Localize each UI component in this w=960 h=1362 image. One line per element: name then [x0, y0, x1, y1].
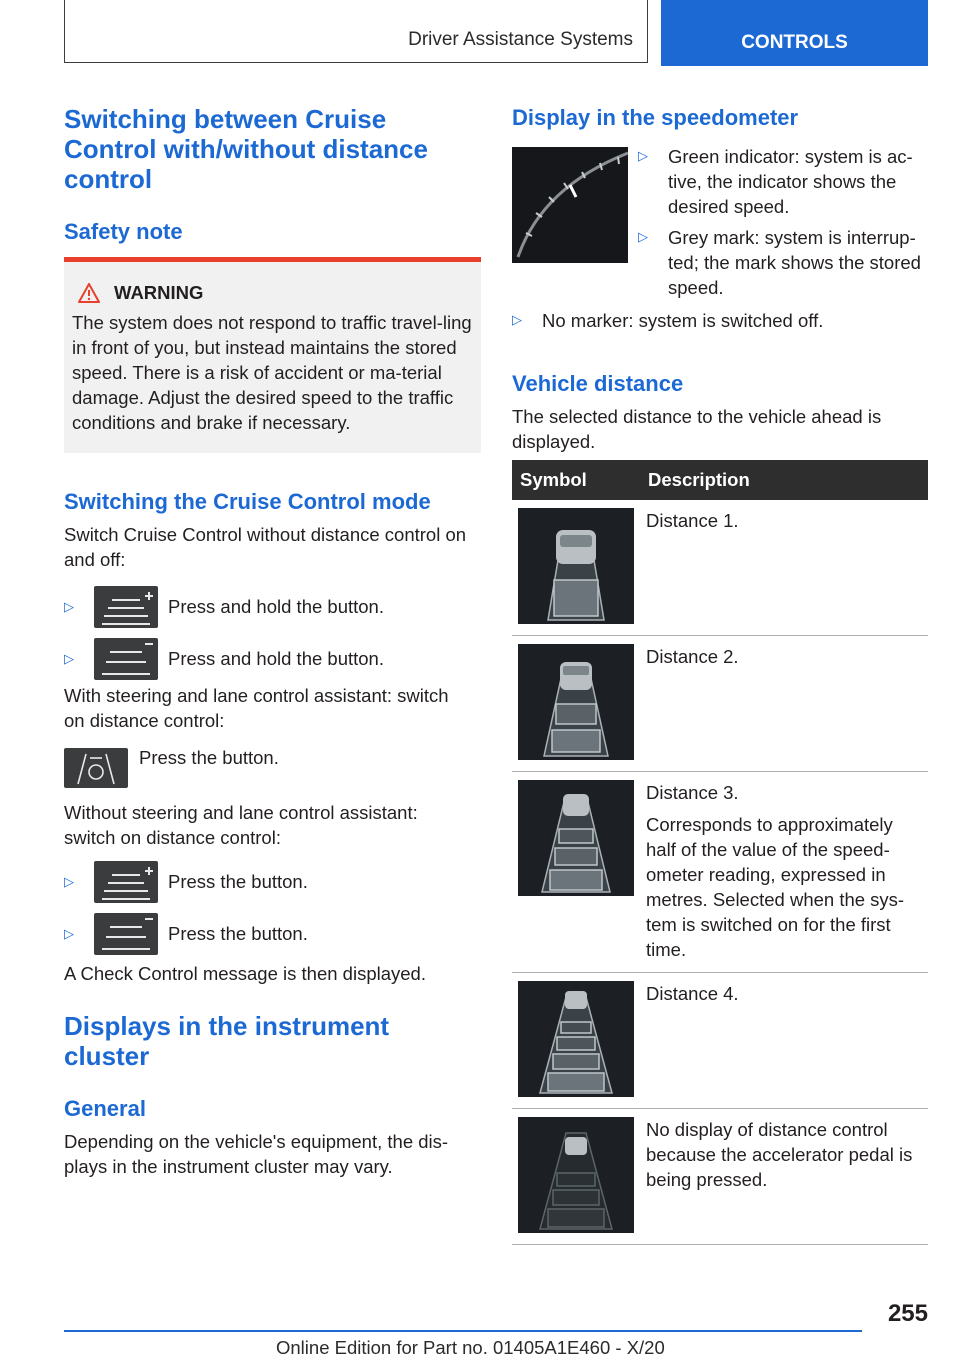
warning-label: WARNING — [114, 282, 204, 303]
table-row — [512, 1108, 928, 1244]
general-text: Depending on the vehicle's equipment, the dis-plays in the instrument cluster may vary. — [64, 1131, 449, 1177]
distance-1-image — [518, 508, 634, 624]
description-text: Distance 3. — [646, 781, 739, 803]
without-steering-text: Without steering and lane control assistant: switch on distance control: — [64, 802, 418, 848]
description-cell — [640, 635, 928, 771]
distance-table — [512, 460, 928, 1245]
button-row-3-label: Press the button. — [168, 871, 308, 892]
cruise-distance-minus-icon — [94, 913, 158, 955]
cruise-distance-plus-icon — [94, 861, 158, 903]
table-header-row — [512, 460, 928, 500]
table-row — [512, 500, 928, 635]
speedometer-image — [512, 147, 628, 263]
symbol-cell — [512, 972, 640, 1108]
bullet-icon: ▷ — [512, 312, 522, 327]
cruise-distance-plus-icon — [94, 586, 158, 628]
symbol-cell — [512, 771, 640, 972]
bullet-text: No marker: system is switched off. — [542, 310, 824, 331]
button-row-4-label: Press the button. — [168, 923, 308, 944]
table-row — [512, 771, 928, 972]
table-row — [512, 635, 928, 771]
bullet-icon: ▷ — [64, 599, 74, 614]
distance-4-image — [518, 981, 634, 1097]
symbol-cell — [512, 635, 640, 771]
column-header-description: Description — [640, 460, 928, 500]
warning-text: The system does not respond to traffic travel-ling in front of you, but instead maintains the stored speed. There is a risk of accident or ma-terial damage. Adjust the desired speed to the traffic conditions and brake if necessary. — [72, 312, 472, 433]
vehicle-distance-heading: Vehicle distance — [512, 371, 684, 396]
displays-heading: Displays in the instrument cluster — [64, 1011, 390, 1071]
cruise-distance-minus-icon — [94, 638, 158, 680]
steering-button-row — [64, 748, 279, 788]
bullet-text: Green indicator: system is ac-tive, the indicator shows the desired speed. — [668, 146, 913, 217]
speedometer-bullet-list — [638, 144, 928, 300]
button-row-1 — [64, 586, 384, 628]
header-section-title: Driver Assistance Systems — [408, 29, 633, 50]
vehicle-distance-intro: The selected distance to the vehicle ahead is displayed. — [512, 406, 882, 452]
mode-intro: Switch Cruise Control without distance control on and off: — [64, 524, 467, 570]
bullet-icon: ▷ — [64, 874, 74, 889]
page-number: 255 — [887, 1300, 928, 1327]
header-chapter-tab: CONTROLS — [661, 0, 928, 66]
description-text: Distance 4. — [646, 982, 739, 1004]
description-text: Distance 1. — [646, 510, 739, 531]
mode-heading: Switching the Cruise Control mode — [64, 489, 431, 514]
column-header-symbol: Symbol — [512, 460, 640, 500]
footer-edition: Online Edition for Part no. 01405A1E460 - X/20 — [276, 1337, 665, 1358]
description-cell — [640, 972, 928, 1108]
bullet-icon: ▷ — [64, 651, 74, 666]
general-heading: General — [64, 1096, 146, 1121]
distance-pedal-image — [518, 1117, 634, 1233]
steering-assist-icon — [64, 748, 128, 788]
footer-divider — [64, 1330, 862, 1332]
description-extra-text: Corresponds to approximately half of the value of the speed-ometer reading, expressed in metres. Selected when the sys-tem is switched on for the first time. — [646, 813, 905, 960]
description-cell — [640, 1108, 928, 1244]
button-row-4 — [64, 913, 308, 955]
description-cell — [640, 771, 928, 972]
warning-triangle-icon — [78, 283, 100, 303]
check-control-text: A Check Control message is then displayed. — [64, 963, 426, 984]
distance-2-image — [518, 644, 634, 760]
header-frame — [64, 0, 648, 63]
speedometer-bullet-1 — [638, 144, 928, 219]
button-row-3 — [64, 861, 308, 903]
description-text: No display of distance control because the accelerator pedal is being pressed. — [646, 1118, 913, 1190]
bullet-icon: ▷ — [638, 229, 648, 244]
distance-3-image — [518, 780, 634, 896]
symbol-cell — [512, 1108, 640, 1244]
bullet-text: Grey mark: system is interrup-ted; the mark shows the stored speed. — [668, 227, 921, 298]
warning-header — [78, 282, 473, 304]
button-row-2-label: Press and hold the button. — [168, 648, 384, 669]
bullet-icon: ▷ — [638, 148, 648, 163]
warning-box — [64, 257, 481, 453]
symbol-cell — [512, 500, 640, 635]
page-header — [64, 0, 928, 66]
speedometer-bullet-2 — [638, 225, 928, 300]
safety-note-heading: Safety note — [64, 219, 183, 244]
table-row — [512, 972, 928, 1108]
button-row-1-label: Press and hold the button. — [168, 596, 384, 617]
bullet-icon: ▷ — [64, 926, 74, 941]
button-row-2 — [64, 638, 384, 680]
section-title: Switching between Cruise Control with/without distance control — [64, 104, 428, 194]
with-steering-text: With steering and lane control assistant: switch on distance control: — [64, 685, 449, 731]
speedometer-heading: Display in the speedometer — [512, 105, 799, 130]
description-cell — [640, 500, 928, 635]
description-text: Distance 2. — [646, 645, 739, 667]
speedometer-bullet-3 — [512, 308, 823, 333]
steering-button-label: Press the button. — [139, 747, 279, 768]
